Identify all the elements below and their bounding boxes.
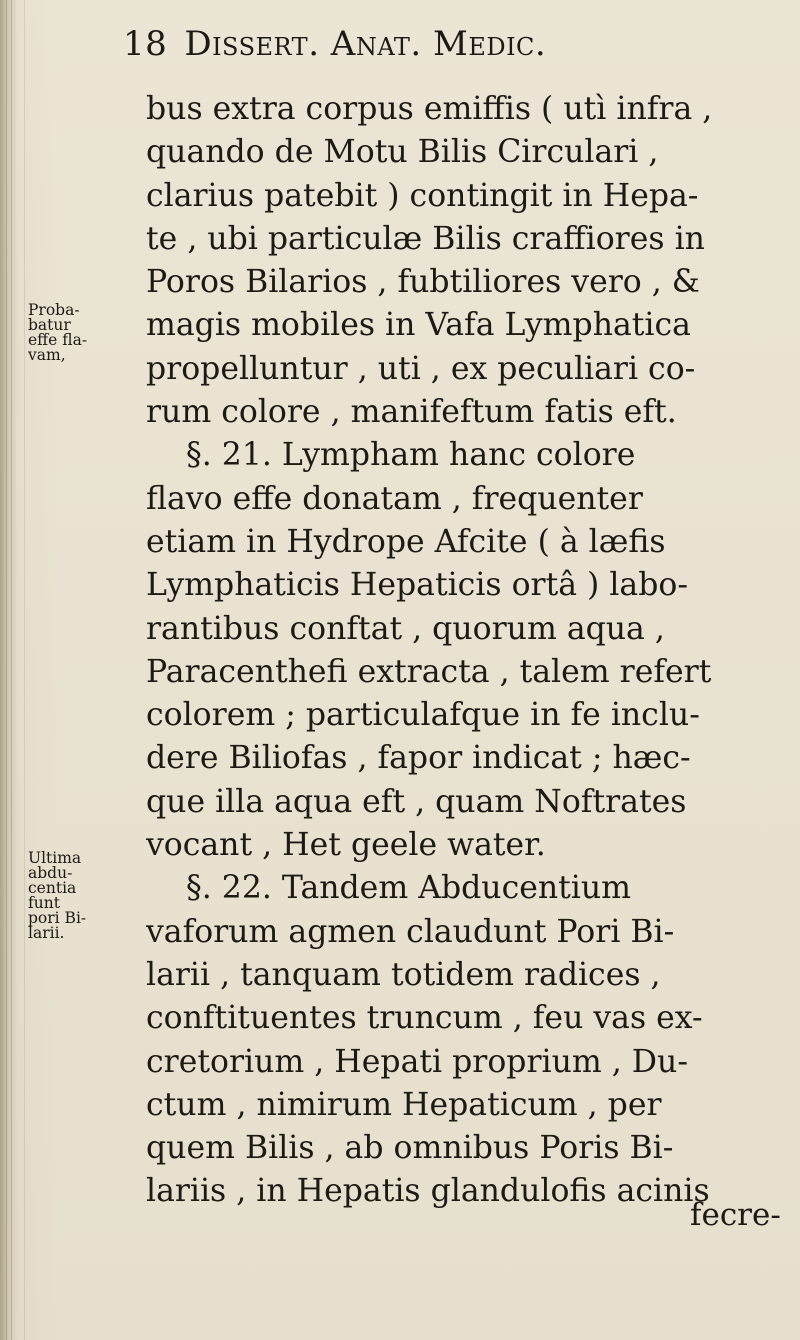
text-line: Lymphaticis Hepaticis ortâ ) labo- — [146, 567, 688, 604]
text-line: conftituentes truncum , feu vas ex- — [146, 1000, 703, 1037]
text-line: vocant , Het geele water. — [146, 827, 546, 864]
text-line: colorem ; particulafque in fe inclu- — [146, 697, 700, 734]
margin-note-line: abdu- — [28, 864, 73, 882]
text-line: lariis , in Hepatis glandulofis acinis — [146, 1173, 710, 1210]
text-line: que illa aqua eft , quam Noftrates — [146, 783, 687, 820]
binding-shadow-line — [11, 0, 12, 1340]
text-line: rum colore , manifeftum fatis eft. — [146, 394, 677, 431]
binding-edge — [0, 0, 16, 1340]
binding-shadow-line — [6, 0, 7, 1340]
text-line: quem Bilis , ab omnibus Poris Bi- — [146, 1130, 674, 1167]
text-line: quando de Motu Bilis Circulari , — [146, 134, 659, 171]
text-line: dere Biliofas , fapor indicat ; hæc- — [146, 740, 691, 777]
text-line: clarius patebit ) contingit in Hepa- — [146, 177, 699, 214]
binding-shadow-line — [24, 0, 25, 1340]
section-heading-line: §. 22. Tandem Abducentium — [186, 870, 632, 907]
text-line: larii , tanquam totidem radices , — [146, 956, 661, 993]
text-line: etiam in Hydrope Afcite ( à læfis — [146, 523, 666, 560]
margin-note-line: effe fla- — [28, 331, 88, 349]
running-header — [123, 18, 623, 70]
catchword: fecre- — [690, 1197, 781, 1233]
text-line: rantibus conftat , quorum aqua , — [146, 610, 665, 647]
body-text — [146, 88, 786, 1214]
margin-note-line: Proba- — [28, 301, 80, 319]
margin-note-line: vam, — [28, 346, 66, 364]
text-line: vaforum agmen claudunt Pori Bi- — [146, 913, 675, 950]
text-line: te , ubi particulæ Bilis craffiores in — [146, 220, 705, 257]
text-line: bus extra corpus emiffis ( utì infra , — [146, 91, 713, 127]
text-line: Paracenthefi extracta , talem refert — [146, 653, 712, 690]
text-line: Poros Bilarios , fubtiliores vero , & — [146, 264, 700, 301]
margin-note-line: Ultima — [28, 849, 82, 867]
page-number: 18 — [123, 24, 168, 64]
margin-note-line: funt — [28, 894, 60, 912]
margin-note-line: pori Bi- — [28, 909, 87, 927]
section-heading-line: §. 21. Lympham hanc colore — [186, 437, 636, 474]
running-title: Dissert. Anat. Medic. — [184, 24, 547, 64]
text-line: cretorium , Hepati proprium , Du- — [146, 1043, 688, 1080]
margin-note — [28, 851, 140, 941]
text-line: flavo effe donatam , frequenter — [146, 480, 643, 517]
text-line: magis mobiles in Vafa Lymphatica — [146, 307, 691, 344]
margin-note-line: centia — [28, 879, 77, 897]
text-line: ctum , nimirum Hepaticum , per — [146, 1086, 662, 1123]
text-line: propelluntur , uti , ex peculiari co- — [146, 350, 696, 387]
margin-note-line: batur — [28, 316, 71, 334]
margin-note-line: larii. — [28, 924, 65, 942]
margin-note — [28, 303, 140, 363]
